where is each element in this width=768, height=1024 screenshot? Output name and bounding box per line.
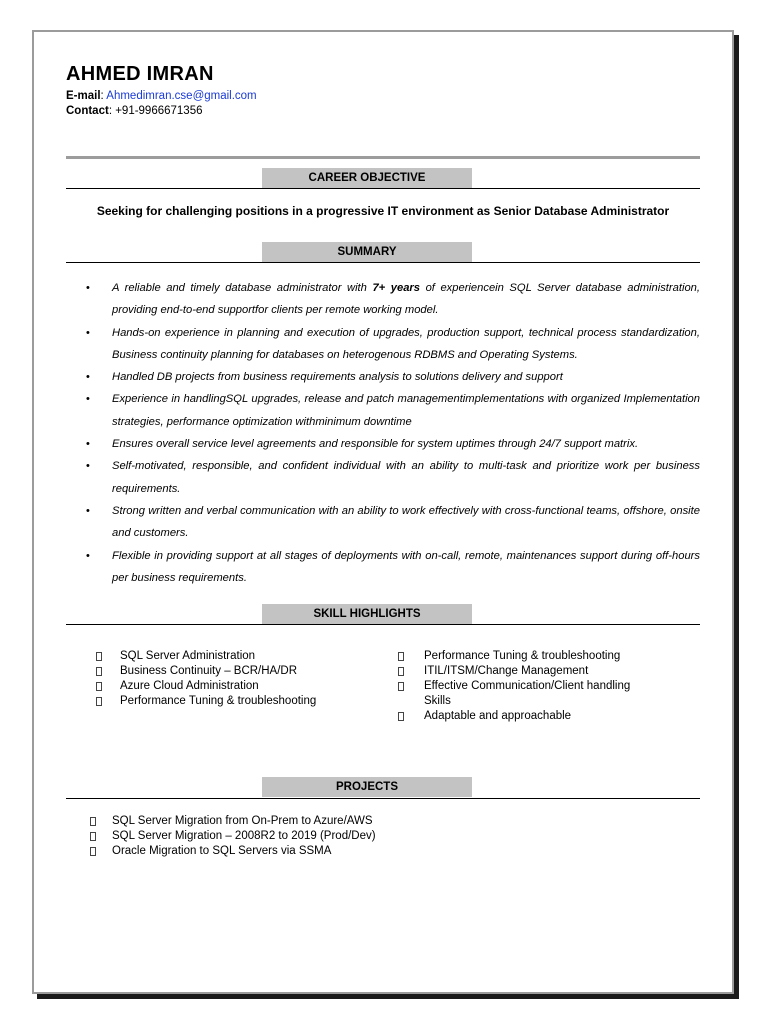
experience-years: 7+ years — [372, 282, 421, 294]
summary-item: • Experience in handlingSQL upgrades, release and patch managementimplementations with organized Implementation strategies, performance optimization withminimum downtime — [86, 388, 700, 433]
summary-item: • A reliable and timely database administrator with 7+ years of experiencein SQL Server database administration, providing end-to-end supportfor clients per remote working model. — [86, 277, 700, 322]
bullet-icon: • — [86, 549, 90, 562]
bullet-icon: • — [86, 460, 90, 473]
skill-item: Business Continuity – BCR/HA/DR — [96, 664, 356, 679]
skill-item: SQL Server Administration — [96, 649, 356, 664]
contact-label: Contact — [66, 105, 109, 117]
skill-item: Performance Tuning & troubleshooting — [398, 649, 658, 664]
header-divider — [66, 156, 700, 159]
bullet-icon: • — [86, 371, 90, 384]
summary-list — [86, 277, 700, 589]
section-title-summary: SUMMARY — [262, 242, 472, 262]
email-line: E-mail: Ahmedimran.cse@gmail.com — [66, 90, 257, 102]
section-rule — [66, 798, 700, 799]
bullet-icon — [398, 652, 404, 661]
summary-item: • Ensures overall service level agreements and responsible for system uptimes through 24/7 support matrix. — [86, 433, 700, 455]
bullet-icon: • — [86, 326, 90, 339]
project-item: Oracle Migration to SQL Servers via SSMA — [90, 844, 490, 859]
skill-item: Adaptable and approachable — [398, 709, 658, 724]
skill-item: ITIL/ITSM/Change Management — [398, 664, 658, 679]
contact-line: Contact: +91-9966671356 — [66, 105, 203, 117]
project-item: SQL Server Migration – 2008R2 to 2019 (Prod/Dev) — [90, 829, 490, 844]
projects-list — [90, 814, 490, 859]
bullet-icon — [398, 682, 404, 691]
bullet-icon — [96, 697, 102, 706]
contact-number: +91-9966671356 — [115, 105, 203, 117]
skill-item: Effective Communication/Client handling Skills — [398, 679, 638, 709]
section-rule — [66, 262, 700, 263]
bullet-icon: • — [86, 504, 90, 517]
bullet-icon — [398, 712, 404, 721]
skill-item: Azure Cloud Administration — [96, 679, 356, 694]
bullet-icon — [398, 667, 404, 676]
summary-item: • Flexible in providing support at all stages of deployments with on-call, remote, maintenances support during off-hours per business requirements. — [86, 545, 700, 590]
email-label: E-mail — [66, 90, 101, 102]
section-rule — [66, 624, 700, 625]
section-rule — [66, 188, 700, 189]
bullet-icon: • — [86, 282, 90, 294]
bullet-icon — [90, 847, 96, 856]
bullet-icon — [90, 817, 96, 826]
skills-list-left — [96, 649, 356, 709]
bullet-icon: • — [86, 393, 90, 406]
skill-item: Performance Tuning & troubleshooting — [96, 694, 356, 709]
bullet-icon: • — [86, 438, 90, 451]
candidate-name: AHMED IMRAN — [66, 63, 214, 85]
email-link[interactable]: Ahmedimran.cse@gmail.com — [106, 90, 257, 102]
career-objective-text: Seeking for challenging positions in a progressive IT environment as Senior Database Administrator — [96, 204, 670, 218]
bullet-icon — [96, 667, 102, 676]
section-title-skill-highlights: SKILL HIGHLIGHTS — [262, 604, 472, 624]
section-title-projects: PROJECTS — [262, 777, 472, 797]
skills-list-right — [398, 649, 658, 724]
project-item: SQL Server Migration from On-Prem to Azure/AWS — [90, 814, 490, 829]
summary-item: • Strong written and verbal communication with an ability to work effectively with cross-functional teams, offshore, onsite and customers. — [86, 500, 700, 545]
resume-page — [32, 30, 734, 994]
section-title-career-objective: CAREER OBJECTIVE — [262, 168, 472, 188]
summary-item: • Self-motivated, responsible, and confident individual with an ability to multi-task and prioritize work per business requirements. — [86, 455, 700, 500]
bullet-icon — [90, 832, 96, 841]
bullet-icon — [96, 682, 102, 691]
bullet-icon — [96, 652, 102, 661]
summary-item: • Hands-on experience in planning and execution of upgrades, production support, technical process standardization, Business continuity planning for databases on heterogenous RDBMS and Operating Systems. — [86, 322, 700, 367]
summary-item: • Handled DB projects from business requirements analysis to solutions delivery and support — [86, 366, 700, 388]
